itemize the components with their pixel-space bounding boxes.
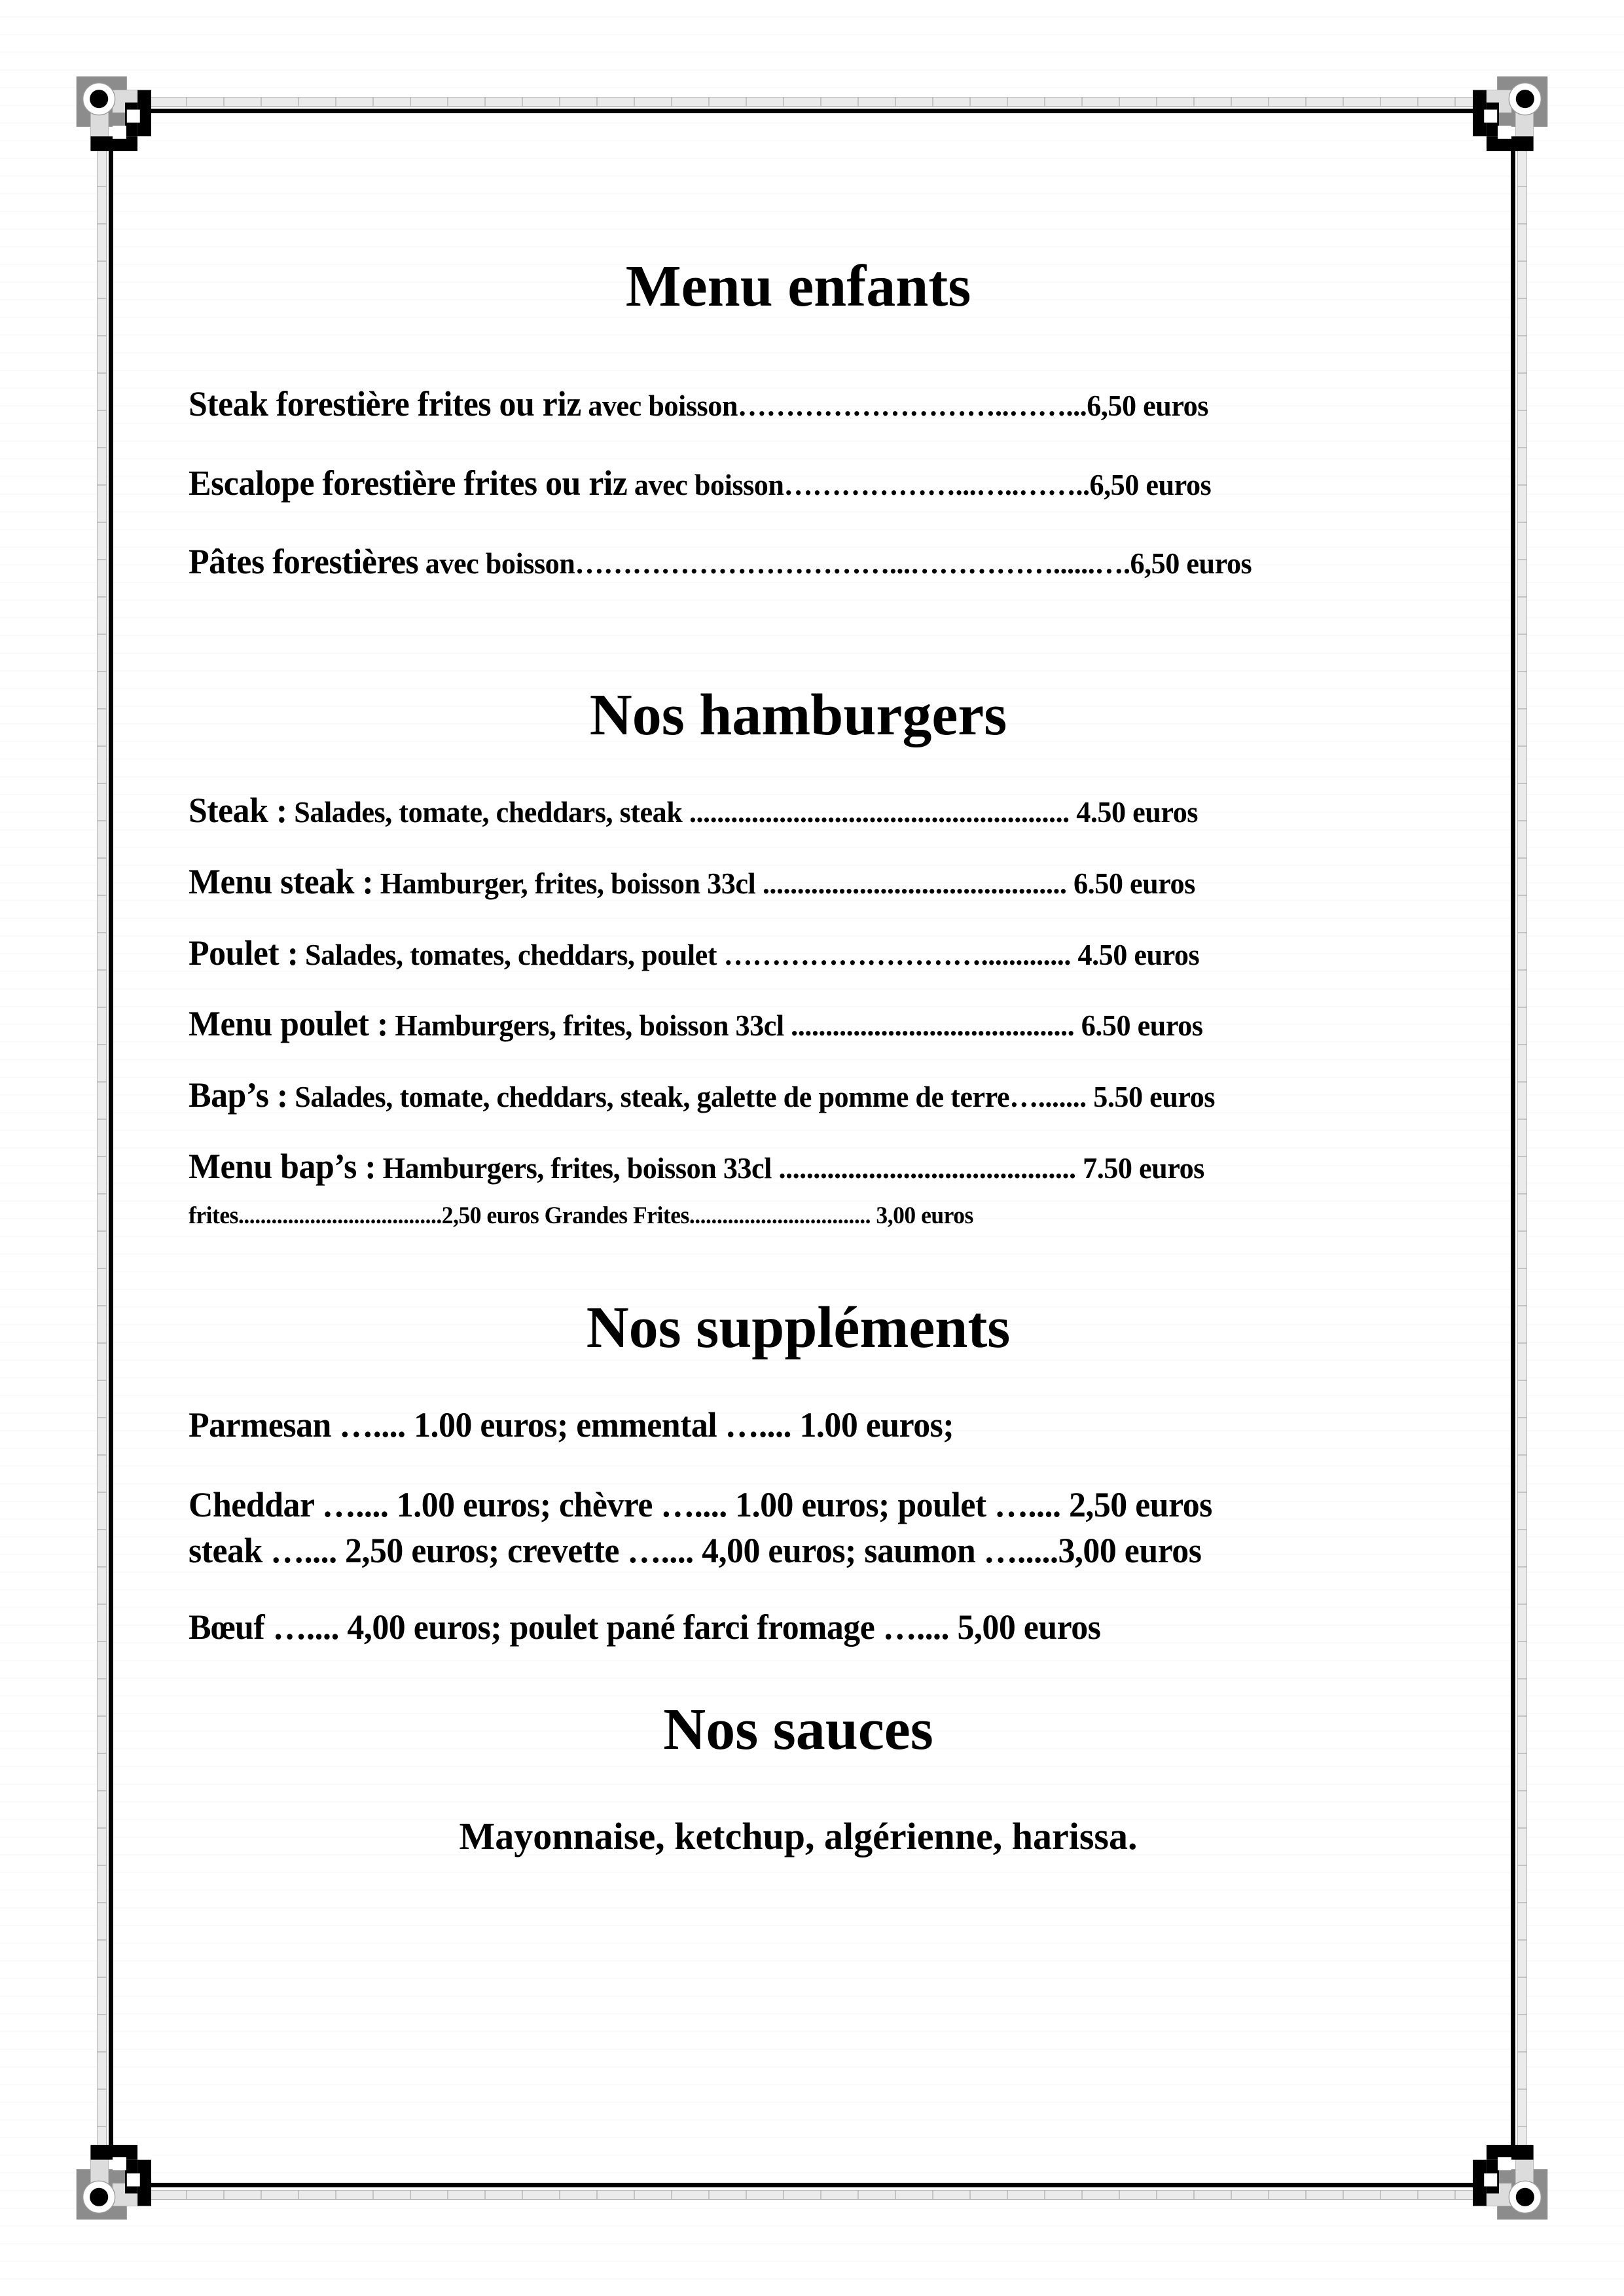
border-rule-right: [1511, 149, 1515, 2147]
supplement-line: Bœuf ….... 4,00 euros; poulet pané farci fromage ….... 5,00 euros: [189, 1607, 1101, 1647]
item-detail: avec boisson: [627, 467, 784, 501]
item-price: 6,50 euros: [1087, 388, 1208, 422]
item-price: 5.50 euros: [1086, 1080, 1216, 1114]
item-detail: Hamburgers, frites, boisson 33cl: [388, 1009, 791, 1043]
border-corner-icon: [1473, 68, 1556, 151]
item-detail: avec boisson: [418, 547, 575, 581]
dot-leader: ............................................: [762, 866, 1067, 900]
dot-leader: ………………...…..……..: [784, 467, 1090, 501]
border-corner-icon: [1473, 2145, 1556, 2228]
sauces-list: Mayonnaise, ketchup, algérienne, harissa.: [459, 1814, 1138, 1857]
item-name: Menu poulet :: [189, 1004, 388, 1044]
item-price: 6.50 euros: [1074, 1009, 1203, 1043]
menu-item: [189, 462, 1359, 505]
fries-price-note: frites.....................................2,50 euros Grandes Frites................................. 3,00 euros: [189, 1202, 973, 1229]
supplement-paragraph: [189, 1482, 1408, 1573]
dot-leader: ….......: [1009, 1080, 1087, 1114]
section-nos-supplements: [189, 1402, 1408, 1650]
border-corner-icon: [68, 2145, 151, 2228]
section-title-nos-supplements: Nos suppléments: [586, 1295, 1011, 1361]
border-rule-bottom: [149, 2183, 1475, 2187]
item-name: Steak forestière frites ou riz: [189, 384, 581, 423]
section-title-nos-sauces: Nos sauces: [663, 1696, 933, 1762]
section-title-nos-hamburgers: Nos hamburgers: [589, 683, 1007, 748]
border-rule-left: [109, 149, 113, 2147]
item-detail: Salades, tomate, cheddars, steak, galette de pomme de terre: [287, 1080, 1010, 1114]
item-price: 4.50 euros: [1070, 937, 1200, 971]
menu-item: [189, 932, 1359, 975]
supplement-line: Cheddar ….... 1.00 euros; chèvre ….... 1.00 euros; poulet ….... 2,50 euros: [189, 1485, 1212, 1525]
menu-item: [189, 1003, 1359, 1045]
menu-content: [189, 254, 1408, 1858]
item-price: 7.50 euros: [1075, 1151, 1204, 1185]
section-menu-enfants: [189, 383, 1408, 583]
menu-item: [189, 861, 1359, 903]
item-price: 4.50 euros: [1069, 795, 1199, 829]
border-band-bottom: [149, 2190, 1475, 2200]
border-rule-top: [149, 109, 1475, 113]
dot-leader: ……………………………...……………......….: [575, 547, 1130, 581]
dot-leader: ……………………….............: [723, 937, 1071, 971]
item-detail: Salades, tomates, cheddars, poulet: [298, 937, 724, 971]
item-detail: Hamburgers, frites, boisson 33cl: [376, 1151, 779, 1185]
section-title-menu-enfants: Menu enfants: [625, 254, 971, 319]
dot-leader: ………………………..……...: [737, 388, 1087, 422]
item-name: Steak :: [189, 790, 287, 830]
dot-leader: .........................................: [791, 1009, 1075, 1043]
item-name: Escalope forestière frites ou riz: [189, 463, 628, 503]
border-corner-icon: [68, 68, 151, 151]
item-price: 6,50 euros: [1089, 467, 1212, 501]
item-name: Menu steak :: [189, 861, 374, 901]
menu-item: [189, 541, 1359, 583]
border-band-right: [1517, 149, 1527, 2147]
item-detail: Hamburger, frites, boisson 33cl: [373, 866, 763, 900]
border-band-left: [97, 149, 107, 2147]
menu-item: [189, 383, 1359, 425]
item-detail: Salades, tomate, cheddars, steak: [287, 795, 689, 829]
section-nos-hamburgers: [189, 789, 1408, 1230]
item-name: Menu bap’s :: [189, 1146, 376, 1186]
item-detail: avec boisson: [581, 388, 738, 422]
menu-item: [189, 1145, 1359, 1188]
item-name: Poulet :: [189, 933, 298, 973]
item-name: Pâtes forestières: [189, 542, 419, 582]
dot-leader: ...........................................: [778, 1151, 1076, 1185]
item-name: Bap’s :: [189, 1075, 288, 1115]
dot-leader: .......................................................: [689, 795, 1070, 829]
menu-item: [189, 1074, 1359, 1117]
menu-item: [189, 789, 1359, 832]
item-price: 6.50 euros: [1066, 866, 1195, 900]
item-price: 6,50 euros: [1130, 547, 1252, 581]
supplement-line: steak ….... 2,50 euros; crevette ….... 4,00 euros; saumon ….....3,00 euros: [189, 1531, 1202, 1571]
supplement-line: Parmesan ….... 1.00 euros; emmental ….... 1.00 euros;: [189, 1405, 954, 1445]
border-band-top: [149, 97, 1475, 107]
